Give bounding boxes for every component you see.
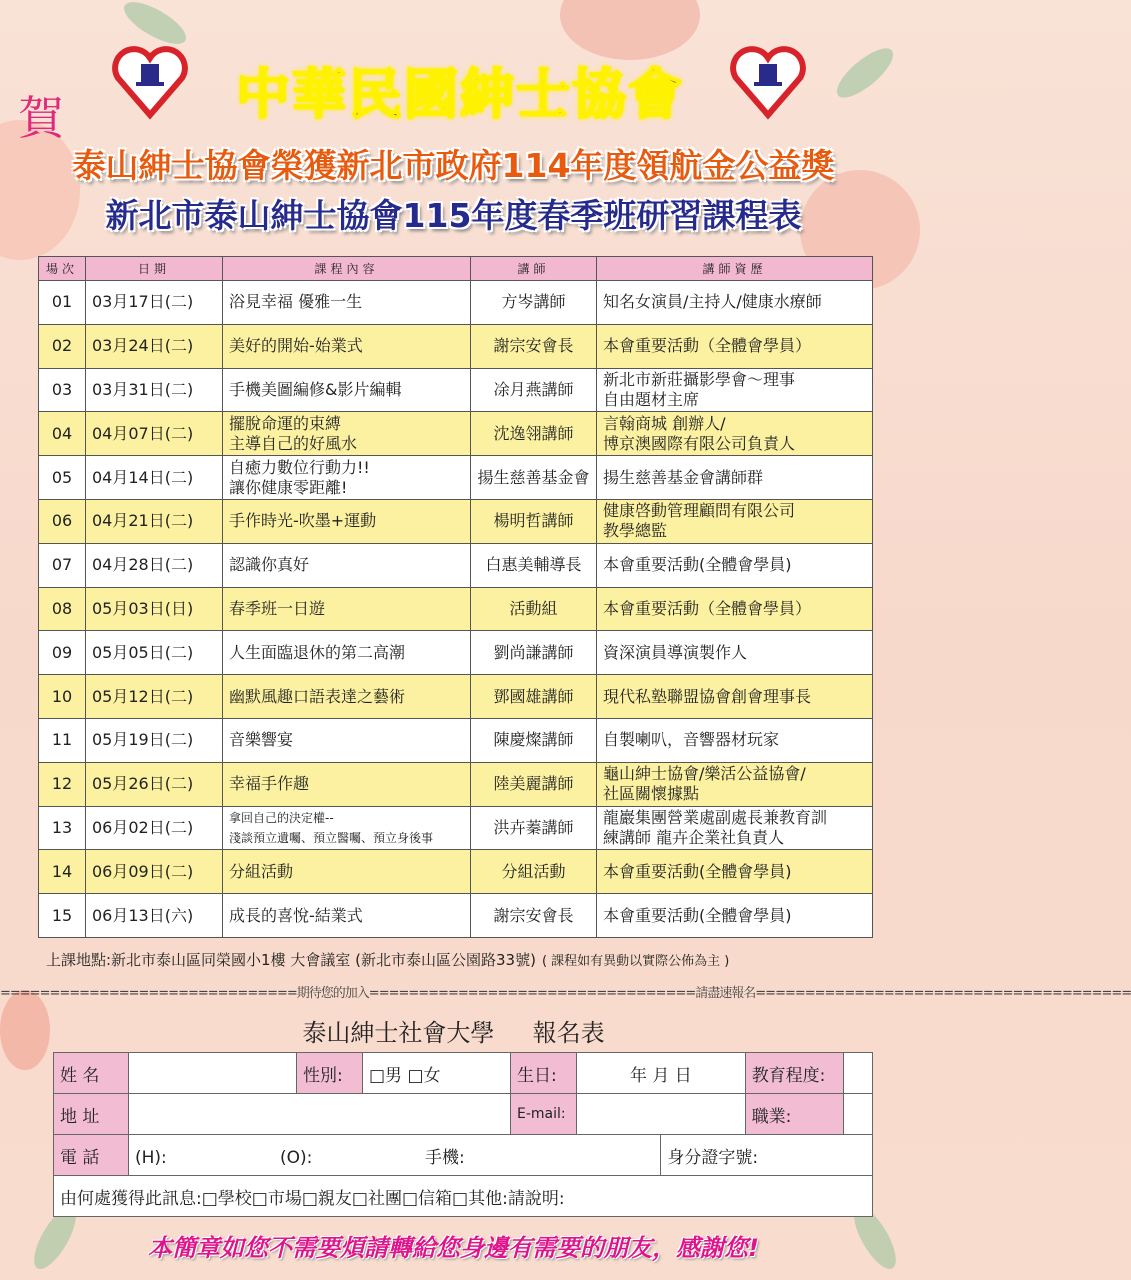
lecturer-bio: 本會重要活動（全體會學員） [597, 324, 873, 368]
gender-label: 性別: [297, 1053, 363, 1094]
table-row [39, 499, 873, 543]
page-title: 中華民國紳士協會 [236, 63, 684, 126]
lecturer-bio: 揚生慈善基金會講師群 [597, 456, 873, 500]
course-date: 04月21日(二) [86, 499, 223, 543]
session-number: 09 [39, 631, 86, 675]
phone-office-label: (O): [280, 1147, 313, 1168]
lecturer-bio: 龜山紳士協會/樂活公益協會/ 社區關懷據點 [597, 762, 873, 806]
course-date: 05月03日(日) [86, 587, 223, 631]
lecturer-name: 謝宗安會長 [471, 324, 597, 368]
form-title: 泰山紳士社會大學 報名表 [302, 1019, 605, 1047]
lecturer-name: 凃月燕講師 [471, 368, 597, 412]
info-source-field[interactable]: 由何處獲得此訊息:□學校□市場□親友□社團□信箱□其他:請說明: [54, 1176, 873, 1217]
session-number: 03 [39, 368, 86, 412]
association-logo-right [728, 40, 808, 120]
table-row [39, 368, 873, 412]
lecturer-name: 鄧國雄講師 [471, 675, 597, 719]
header-bio: 講師資歷 [597, 257, 873, 281]
occupation-label: 職業: [745, 1094, 843, 1135]
header-lecturer: 講師 [471, 257, 597, 281]
course-date: 06月09日(二) [86, 850, 223, 894]
course-date: 05月19日(二) [86, 718, 223, 762]
table-row [39, 675, 873, 719]
lecturer-name: 白惠美輔導長 [471, 543, 597, 587]
address-field[interactable] [129, 1094, 511, 1135]
header-date: 日期 [86, 257, 223, 281]
course-title: 人生面臨退休的第二高潮 [223, 631, 471, 675]
class-location [46, 949, 729, 970]
address-label: 地 址 [54, 1094, 129, 1135]
course-title: 自癒力數位行動力!! 讓你健康零距離! [223, 456, 471, 500]
divider-left-text: 期待您的加入 [296, 986, 369, 1001]
course-title: 拿回自己的決定權-- 淺談預立遺囑、預立醫囑、預立身後事 [223, 806, 471, 850]
lecturer-name: 分組活動 [471, 850, 597, 894]
table-header-row [39, 257, 873, 281]
table-row [39, 456, 873, 500]
id-number-field[interactable] [661, 1135, 873, 1176]
course-title: 音樂響宴 [223, 718, 471, 762]
course-date: 03月17日(二) [86, 281, 223, 325]
congrats-char: 賀 [18, 91, 64, 145]
session-number: 10 [39, 675, 86, 719]
table-row [39, 324, 873, 368]
education-field[interactable] [843, 1053, 872, 1094]
session-number: 02 [39, 324, 86, 368]
lecturer-bio: 本會重要活動（全體會學員） [597, 587, 873, 631]
lecturer-name: 沈逸翎講師 [471, 412, 597, 456]
lecturer-bio: 資深演員導演製作人 [597, 631, 873, 675]
mobile-label: 手機: [425, 1147, 465, 1168]
phone-home-label: (H): [135, 1147, 167, 1168]
registration-form [53, 1052, 873, 1217]
course-date: 03月24日(二) [86, 324, 223, 368]
course-title: 擺脫命運的束縛 主導自己的好風水 [223, 412, 471, 456]
course-date: 05月26日(二) [86, 762, 223, 806]
location-text: 上課地點:新北市泰山區同榮國小1樓 大會議室 (新北市泰山區公園路33號) [46, 951, 536, 969]
course-title: 幸福手作趣 [223, 762, 471, 806]
course-title: 美好的開始-始業式 [223, 324, 471, 368]
occupation-field[interactable] [843, 1094, 872, 1135]
course-title: 浴見幸福 優雅一生 [223, 281, 471, 325]
course-title: 手作時光-吹墨+運動 [223, 499, 471, 543]
lecturer-name: 陳慶燦講師 [471, 718, 597, 762]
lecturer-name: 活動組 [471, 587, 597, 631]
phone-field[interactable] [129, 1135, 661, 1176]
award-subtitle: 泰山紳士協會榮獲新北市政府114年度領航金公益獎 [72, 146, 835, 185]
location-note: ( 課程如有異動以實際公佈為主 ) [541, 954, 730, 969]
table-row [39, 762, 873, 806]
gender-checkboxes[interactable]: □男 □女 [363, 1053, 511, 1094]
course-title: 春季班一日遊 [223, 587, 471, 631]
course-date: 03月31日(二) [86, 368, 223, 412]
course-date: 06月02日(二) [86, 806, 223, 850]
course-date: 06月13日(六) [86, 894, 223, 938]
email-field[interactable] [577, 1094, 746, 1135]
lecturer-name: 洪卉蓁講師 [471, 806, 597, 850]
lecturer-bio: 龍巖集團營業處副處長兼教育訓 練講師 龍卉企業社負責人 [597, 806, 873, 850]
course-date: 04月14日(二) [86, 456, 223, 500]
table-row [39, 894, 873, 938]
session-number: 13 [39, 806, 86, 850]
session-number: 01 [39, 281, 86, 325]
course-schedule-table [38, 256, 873, 938]
lecturer-bio: 現代私塾聯盟協會創會理事長 [597, 675, 873, 719]
lecturer-bio: 自製喇叭，音響器材玩家 [597, 718, 873, 762]
table-row [39, 587, 873, 631]
lecturer-name: 方岑講師 [471, 281, 597, 325]
course-date: 05月12日(二) [86, 675, 223, 719]
lecturer-name: 陸美麗講師 [471, 762, 597, 806]
name-label: 姓 名 [54, 1053, 129, 1094]
table-row [39, 850, 873, 894]
header-session: 場次 [39, 257, 86, 281]
session-number: 08 [39, 587, 86, 631]
lecturer-bio: 知名女演員/主持人/健康水療師 [597, 281, 873, 325]
session-number: 07 [39, 543, 86, 587]
session-number: 11 [39, 718, 86, 762]
course-title: 認識你真好 [223, 543, 471, 587]
birthday-field[interactable]: 年 月 日 [577, 1053, 746, 1094]
lecturer-name: 楊明哲講師 [471, 499, 597, 543]
lecturer-bio: 本會重要活動(全體會學員) [597, 894, 873, 938]
schedule-subtitle: 新北市泰山紳士協會115年度春季班研習課程表 [105, 196, 802, 235]
name-field[interactable] [129, 1053, 297, 1094]
course-title: 成長的喜悅-結業式 [223, 894, 471, 938]
table-row [39, 412, 873, 456]
lecturer-name: 揚生慈善基金會 [471, 456, 597, 500]
association-logo-left [110, 40, 190, 120]
session-number: 05 [39, 456, 86, 500]
table-row [39, 281, 873, 325]
course-title: 分組活動 [223, 850, 471, 894]
table-row [39, 543, 873, 587]
session-number: 12 [39, 762, 86, 806]
lecturer-bio: 健康啓動管理顧問有限公司 教學總監 [597, 499, 873, 543]
footer-message: 本簡章如您不需要煩請轉給您身邊有需要的朋友，感謝您! [148, 1234, 759, 1262]
lecturer-name: 謝宗安會長 [471, 894, 597, 938]
session-number: 04 [39, 412, 86, 456]
phone-label: 電 話 [54, 1135, 129, 1176]
lecturer-name: 劉尚謙講師 [471, 631, 597, 675]
header-course: 課程內容 [223, 257, 471, 281]
birthday-label: 生日: [511, 1053, 577, 1094]
lecturer-bio: 新北市新莊攝影學會～理事 自由題材主席 [597, 368, 873, 412]
course-title: 手機美圖編修&影片編輯 [223, 368, 471, 412]
email-label: E-mail: [511, 1094, 577, 1135]
lecturer-bio: 本會重要活動(全體會學員) [597, 850, 873, 894]
lecturer-bio: 言翰商城 創辦人/ 博京澳國際有限公司負責人 [597, 412, 873, 456]
session-number: 14 [39, 850, 86, 894]
table-row [39, 806, 873, 850]
id-number-label: 身分證字號: [667, 1147, 759, 1168]
course-date: 04月07日(二) [86, 412, 223, 456]
education-label: 教育程度: [745, 1053, 843, 1094]
session-number: 15 [39, 894, 86, 938]
course-title: 幽默風趣口語表達之藝術 [223, 675, 471, 719]
flower-decoration [560, 0, 700, 60]
leaf-decoration [830, 41, 900, 106]
course-date: 04月28日(二) [86, 543, 223, 587]
session-number: 06 [39, 499, 86, 543]
section-divider: ==============================期待您的加入=================================請盡速報名====================================== [0, 986, 1131, 1001]
lecturer-bio: 本會重要活動(全體會學員) [597, 543, 873, 587]
divider-right-text: 請盡速報名 [695, 986, 756, 1001]
table-row [39, 718, 873, 762]
table-row [39, 631, 873, 675]
course-date: 05月05日(二) [86, 631, 223, 675]
